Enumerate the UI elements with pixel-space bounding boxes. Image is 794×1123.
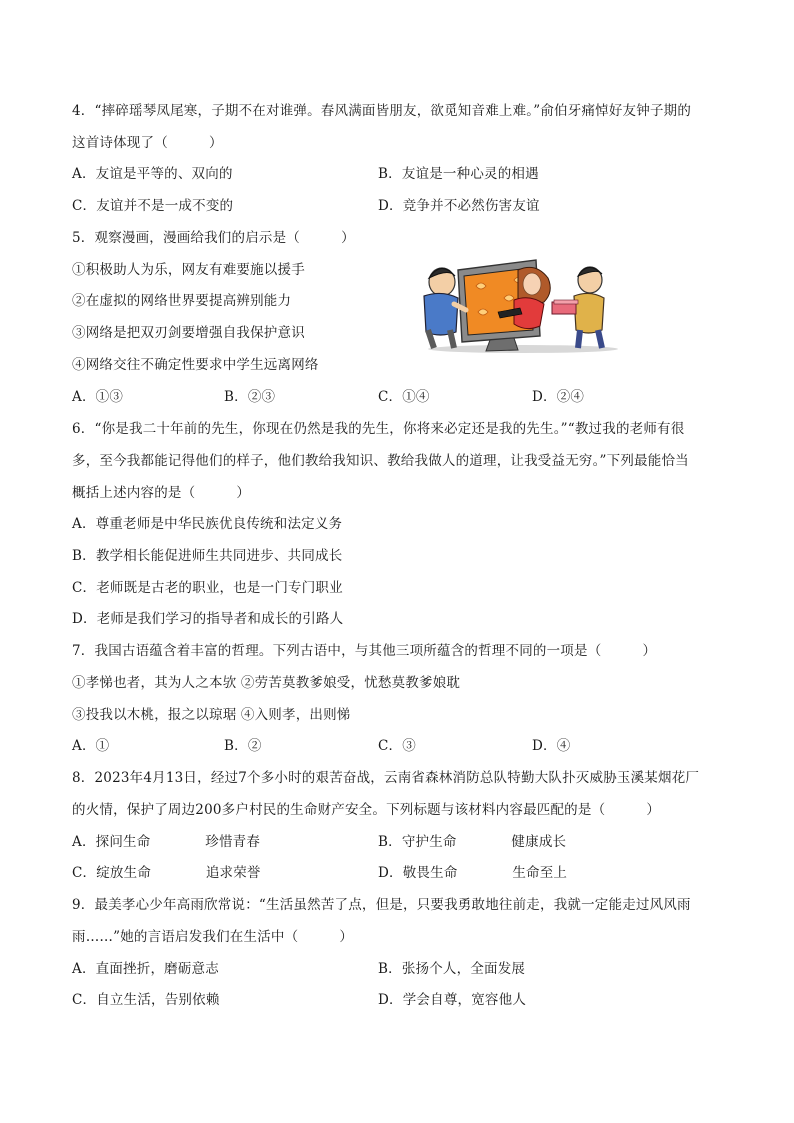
q7-option-a[interactable]: A．① (72, 738, 110, 754)
q8-option-a[interactable]: A．探问生命 珍惜青春 (72, 834, 261, 850)
q9-stem-line2: 雨……”她的言语启发我们在生活中（ ） (72, 929, 354, 945)
q5-statement-4: ④网络交往不确定性要求中学生远离网络 (72, 357, 319, 373)
q9-option-b[interactable]: B．张扬个人，全面发展 (378, 961, 526, 977)
q5-stem: 5．观察漫画，漫画给我们的启示是（ ） (72, 230, 355, 246)
q7-option-c[interactable]: C．③ (378, 738, 416, 754)
q7-option-b[interactable]: B．② (224, 738, 262, 754)
q8-stem-line1: 8．2023年4月13日，经过7个多小时的艰苦奋战，云南省森林消防总队特勤大队扑灭威胁玉溪某烟花厂 (72, 770, 700, 786)
q6-option-b[interactable]: B．教学相长能促进师生共同进步、共同成长 (72, 548, 343, 564)
q4-option-b[interactable]: B．友谊是一种心灵的相遇 (378, 166, 539, 182)
q5-option-d[interactable]: D．②④ (532, 389, 585, 405)
q6-option-d[interactable]: D．老师是我们学习的指导者和成长的引路人 (72, 611, 344, 627)
q4-option-d[interactable]: D．竞争并不必然伤害友谊 (378, 198, 540, 214)
q8-stem-line2: 的火情，保护了周边200多户村民的生命财产安全。下列标题与该材料内容最匹配的是（ ） (72, 802, 661, 818)
q6-stem-line2: 多，至今我都能记得他们的样子，他们教给我知识、教给我做人的道理，让我受益无穷。”下列最能恰当 (72, 453, 689, 469)
q5-cartoon-image (418, 256, 628, 354)
q5-statement-1: ①积极助人为乐，网友有难要施以援手 (72, 262, 305, 278)
q6-option-c[interactable]: C．老师既是古老的职业，也是一门专门职业 (72, 580, 343, 596)
q9-option-c[interactable]: C．自立生活，告别依赖 (72, 992, 220, 1008)
q4-option-a[interactable]: A．友谊是平等的、双向的 (72, 166, 233, 182)
q8-option-d[interactable]: D．敬畏生命 生命至上 (378, 865, 568, 881)
q5-option-a[interactable]: A．①③ (72, 389, 124, 405)
q6-option-a[interactable]: A．尊重老师是中华民族优良传统和法定义务 (72, 516, 343, 532)
q4-stem-line2: 这首诗体现了（ ） (72, 135, 223, 151)
q5-statement-2: ②在虚拟的网络世界要提高辨别能力 (72, 293, 292, 309)
q7-stem: 7．我国古语蕴含着丰富的哲理。下列古语中，与其他三项所蕴含的哲理不同的一项是（ ） (72, 643, 657, 659)
q5-statement-3: ③网络是把双刃剑要增强自我保护意识 (72, 325, 305, 341)
q7-option-d[interactable]: D．④ (532, 738, 571, 754)
q6-stem-line1: 6．“你是我二十年前的先生，你现在仍然是我的先生，你将来必定还是我的先生。”“教过我的老师有很 (72, 421, 685, 437)
q4-option-c[interactable]: C．友谊并不是一成不变的 (72, 198, 234, 214)
q5-option-c[interactable]: C．①④ (378, 389, 430, 405)
q5-option-b[interactable]: B．②③ (224, 389, 276, 405)
q7-statements-line1: ①孝悌也者，其为人之本欤 ②劳苦莫教爹娘受，忧愁莫教爹娘耽 (72, 675, 461, 691)
q6-stem-line3: 概括上述内容的是（ ） (72, 485, 251, 501)
q7-statements-line2: ③投我以木桃，报之以琼琚 ④入则孝，出则悌 (72, 707, 351, 723)
q8-option-b[interactable]: B．守护生命 健康成长 (378, 834, 567, 850)
q9-option-d[interactable]: D．学会自尊，宽容他人 (378, 992, 527, 1008)
q4-stem-line1: 4．“摔碎瑶琴凤尾寒，子期不在对谁弹。春风满面皆朋友，欲觅知音难上难。”俞伯牙痛悼好友钟子期的 (72, 103, 692, 119)
right-boy-illustration (552, 267, 604, 348)
q8-option-c[interactable]: C．绽放生命 追求荣誉 (72, 865, 261, 881)
q9-stem-line1: 9．最美孝心少年高雨欣常说：“生活虽然苦了点，但是，只要我勇敢地往前走，我就一定能走过风风雨 (72, 897, 691, 913)
q9-option-a[interactable]: A．直面挫折，磨砺意志 (72, 961, 219, 977)
